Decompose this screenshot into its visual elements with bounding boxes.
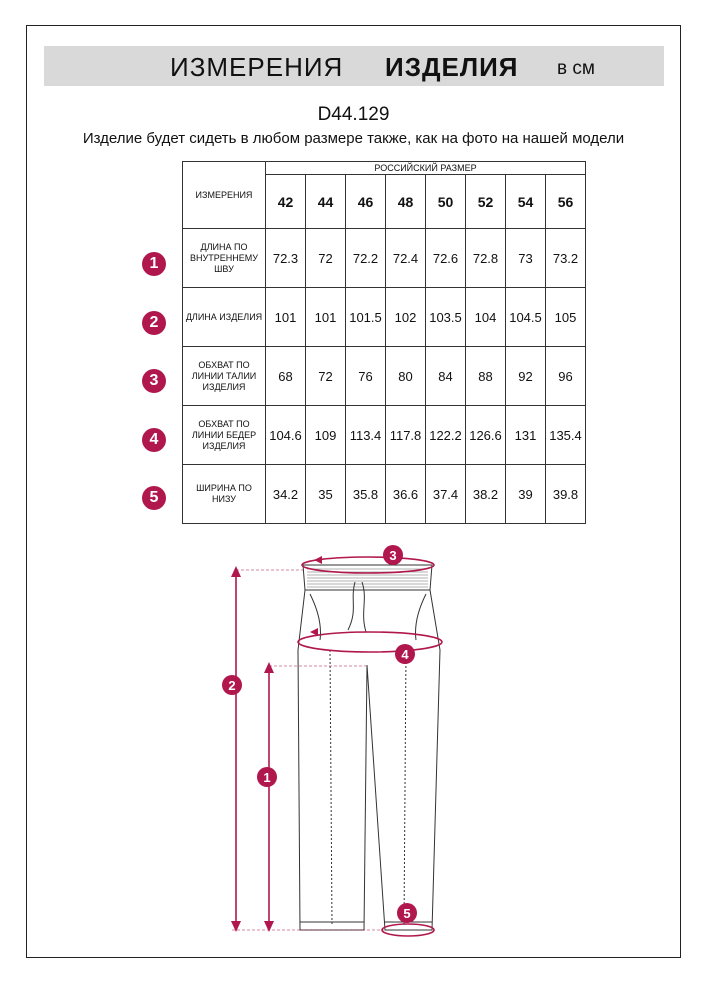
size-header: 50 xyxy=(426,175,466,229)
table-cell: 104.6 xyxy=(266,406,306,465)
row-marker-3: 3 xyxy=(142,369,166,393)
row-label: ОБХВАТ ПО ЛИНИИ ТАЛИИ ИЗДЕЛИЯ xyxy=(183,347,266,406)
marker-label-3: 3 xyxy=(389,548,397,563)
table-cell: 104.5 xyxy=(506,288,546,347)
row-marker-1: 1 xyxy=(142,252,166,276)
marker-label-1: 1 xyxy=(263,770,271,785)
table-cell: 76 xyxy=(346,347,386,406)
table-cell: 113.4 xyxy=(346,406,386,465)
table-cell: 72 xyxy=(306,347,346,406)
marker-label-5: 5 xyxy=(403,906,411,921)
table-cell: 36.6 xyxy=(386,465,426,524)
size-header: 54 xyxy=(506,175,546,229)
row-marker-5: 5 xyxy=(142,486,166,510)
size-header: 52 xyxy=(466,175,506,229)
title-measurements: ИЗМЕРЕНИЯ xyxy=(170,52,344,82)
size-header: 46 xyxy=(346,175,386,229)
corner-label: ИЗМЕРЕНИЯ xyxy=(183,162,266,229)
table-cell: 72 xyxy=(306,229,346,288)
table-cell: 72.6 xyxy=(426,229,466,288)
row-marker-2: 2 xyxy=(142,311,166,335)
table-cell: 117.8 xyxy=(386,406,426,465)
title-unit: в см xyxy=(557,58,595,79)
table-cell: 101.5 xyxy=(346,288,386,347)
table-cell: 101 xyxy=(306,288,346,347)
table-cell: 35 xyxy=(306,465,346,524)
table-cell: 88 xyxy=(466,347,506,406)
table-cell: 73 xyxy=(506,229,546,288)
table-cell: 34.2 xyxy=(266,465,306,524)
table-cell: 126.6 xyxy=(466,406,506,465)
table-cell: 104 xyxy=(466,288,506,347)
table-cell: 92 xyxy=(506,347,546,406)
table-cell: 105 xyxy=(546,288,586,347)
size-header: 56 xyxy=(546,175,586,229)
table-cell: 131 xyxy=(506,406,546,465)
table-cell: 103.5 xyxy=(426,288,466,347)
table-cell: 72.3 xyxy=(266,229,306,288)
product-code: D44.129 xyxy=(317,104,390,125)
table-cell: 39 xyxy=(506,465,546,524)
table-cell: 73.2 xyxy=(546,229,586,288)
row-label: ДЛИНА ИЗДЕЛИЯ xyxy=(183,288,266,347)
table-cell: 84 xyxy=(426,347,466,406)
title-product: ИЗДЕЛИЯ xyxy=(385,52,519,82)
marker-label-2: 2 xyxy=(228,678,236,693)
table-cell: 38.2 xyxy=(466,465,506,524)
table-cell: 96 xyxy=(546,347,586,406)
table-cell: 68 xyxy=(266,347,306,406)
table-cell: 72.2 xyxy=(346,229,386,288)
table-cell: 37.4 xyxy=(426,465,466,524)
size-group-label: РОССИЙСКИЙ РАЗМЕР xyxy=(266,162,586,175)
row-label: ДЛИНА ПО ВНУТРЕННЕМУ ШВУ xyxy=(183,229,266,288)
marker-label-4: 4 xyxy=(401,647,409,662)
row-label: ОБХВАТ ПО ЛИНИИ БЕДЕР ИЗДЕЛИЯ xyxy=(183,406,266,465)
table-cell: 39.8 xyxy=(546,465,586,524)
table-cell: 109 xyxy=(306,406,346,465)
table-cell: 135.4 xyxy=(546,406,586,465)
size-header: 48 xyxy=(386,175,426,229)
table-cell: 35.8 xyxy=(346,465,386,524)
table-cell: 102 xyxy=(386,288,426,347)
row-label: ШИРИНА ПО НИЗУ xyxy=(183,465,266,524)
size-header: 42 xyxy=(266,175,306,229)
table-cell: 80 xyxy=(386,347,426,406)
table-cell: 101 xyxy=(266,288,306,347)
row-marker-4: 4 xyxy=(142,428,166,452)
table-cell: 72.8 xyxy=(466,229,506,288)
fit-note: Изделие будет сидеть в любом размере также, как на фото на нашей модели xyxy=(82,130,625,147)
size-header: 44 xyxy=(306,175,346,229)
table-cell: 122.2 xyxy=(426,406,466,465)
table-cell: 72.4 xyxy=(386,229,426,288)
